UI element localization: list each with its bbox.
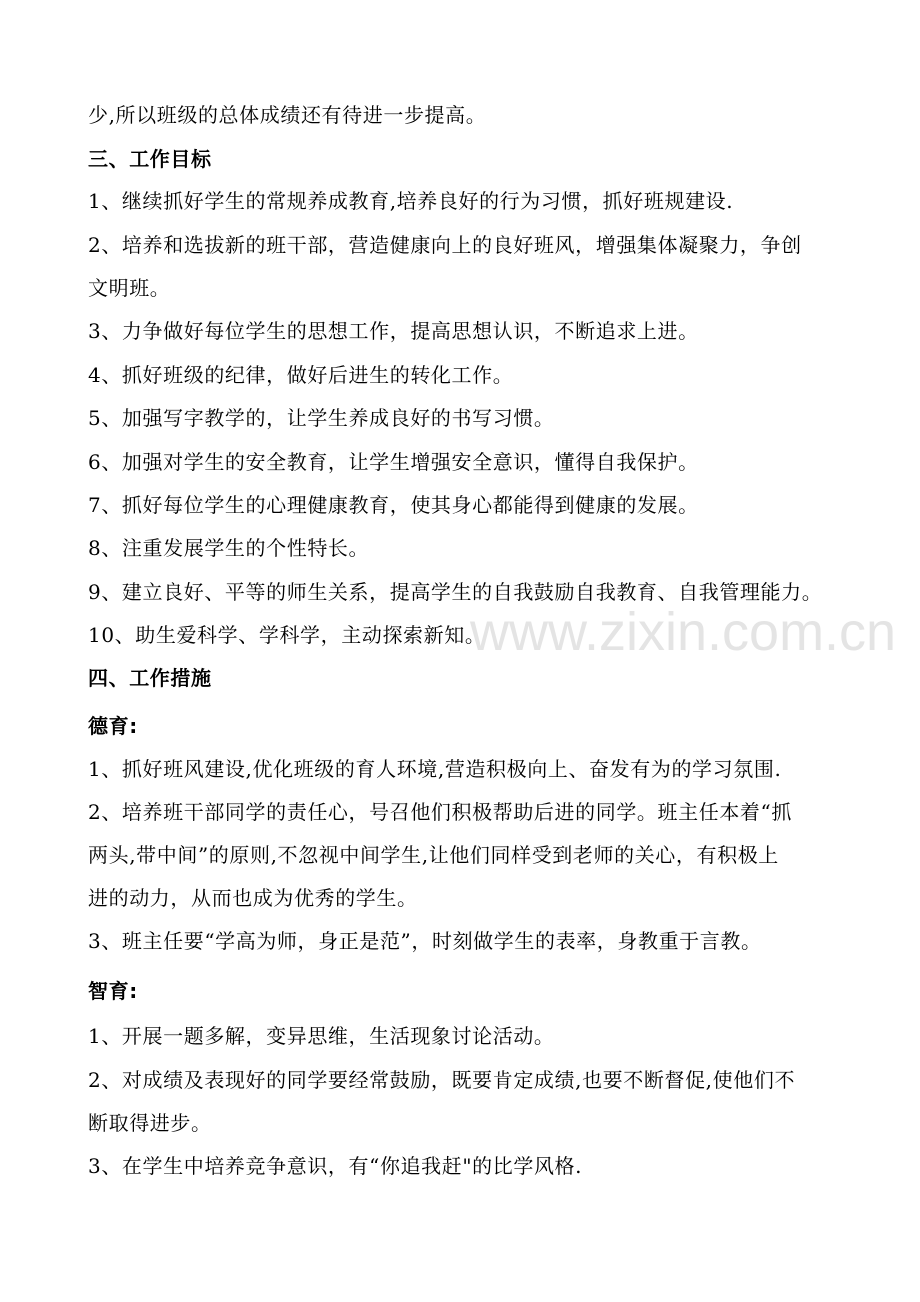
goal-item-10: 10、助生爱科学、学科学，主动探索新知。: [88, 623, 486, 647]
goal-item-8: 8、注重发展学生的个性特长。: [88, 536, 370, 560]
goal-item-2: 2、培养和选拔新的班干部，营造健康向上的良好班风，增强集体凝聚力，争创: [88, 233, 802, 257]
subheading-intellectual-education: 智育:: [88, 979, 138, 1003]
intellectual-item-1: 1、开展一题多解，变异思维，生活现象讨论活动。: [88, 1024, 555, 1048]
intellectual-item-2-continued: 断取得进步。: [88, 1111, 212, 1135]
section-heading-measures: 四、工作措施: [88, 666, 212, 690]
goal-item-7: 7、抓好每位学生的心理健康教育，使其身心都能得到健康的发展。: [88, 493, 699, 517]
intellectual-item-2: 2、对成绩及表现好的同学要经常鼓励，既要肯定成绩,也要不断督促,使他们不: [88, 1068, 796, 1092]
moral-item-1: 1、抓好班风建设,优化班级的育人环境,营造积极向上、奋发有为的学习氛围.: [88, 757, 782, 781]
paragraph-line: 少,所以班级的总体成绩还有待进一步提高。: [88, 103, 487, 127]
goal-item-3: 3、力争做好每位学生的思想工作，提高思想认识，不断追求上进。: [88, 319, 699, 343]
intellectual-item-3: 3、在学生中培养竞争意识，有“你追我赶"的比学风格.: [88, 1154, 583, 1178]
goal-item-2-continued: 文明班。: [88, 276, 171, 300]
watermark: www.zixin.com.cn: [470, 602, 897, 662]
goal-item-9: 9、建立良好、平等的师生关系，提高学生的自我鼓励自我教育、自我管理能力。: [88, 580, 823, 604]
subheading-moral-education: 德育:: [88, 714, 138, 738]
moral-item-2: 2、培养班干部同学的责任心，号召他们积极帮助后进的同学。班主任本着“抓: [88, 800, 792, 824]
goal-item-4: 4、抓好班级的纪律，做好后进生的转化工作。: [88, 363, 514, 387]
section-heading-goals: 三、工作目标: [88, 147, 212, 171]
goal-item-1: 1、继续抓好学生的常规养成教育,培养良好的行为习惯，抓好班规建设.: [88, 189, 734, 213]
moral-item-3: 3、班主任要“学高为师，身正是范”，时刻做学生的表率，身教重于言教。: [88, 929, 762, 953]
goal-item-6: 6、加强对学生的安全教育，让学生增强安全意识，懂得自我保护。: [88, 450, 699, 474]
moral-item-2-continued: 进的动力，从而也成为优秀的学生。: [88, 886, 418, 910]
moral-item-2-continued: 两头,带中间”的原则,不忽视中间学生,让他们同样受到老师的关心，有积极上: [88, 843, 779, 867]
goal-item-5: 5、加强写字教学的，让学生养成良好的书写习惯。: [88, 406, 555, 430]
